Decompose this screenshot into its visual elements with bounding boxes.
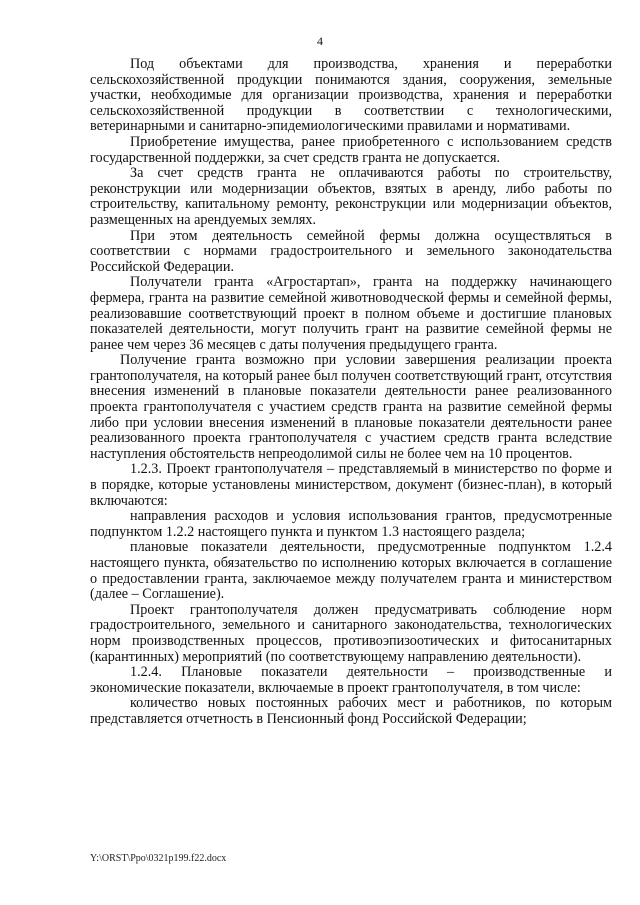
paragraph: направления расходов и условия использования грантов, предусмотренные подпунктом 1.2.2 настоящего пункта и пунктом 1.3 настоящего раздела; xyxy=(90,508,612,540)
paragraph: При этом деятельность семейной фермы должна осуществляться в соответствии с нормами градостроительного и земельного законодательства Российской Федерации. xyxy=(90,227,612,275)
paragraph: 1.2.4. Плановые показатели деятельности – производственные и экономические показатели, включаемые в проект грантополучателя, в том числе: xyxy=(90,664,612,696)
paragraph: Получение гранта возможно при условии завершения реализации проекта грантополучателя, на который ранее был получен соответствующий грант, отсутствия внесения изменений в плановые показатели деятельности ранее реализованного проекта грантополучателя с участием средств гранта на развитие семейной фермы либо при условии внесения изменений в плановые показатели деятельности ранее реализованного проекта грантополучателя с участием средств гранта вследствие наступления обстоятельств непреодолимой силы не более чем на 10 процентов. xyxy=(90,352,612,462)
paragraph: Под объектами для производства, хранения и переработки сельскохозяйственной продукции понимаются здания, сооружения, земельные участки, необходимые для организации производства, хранения и переработки сельскохозяйственной продукции в соответствии с технологическими, ветеринарными и санитарно-эпидемиологическими правилами и нормативами. xyxy=(90,56,612,135)
paragraph: За счет средств гранта не оплачиваются работы по строительству, реконструкции или модернизации объектов, взятых в аренду, либо работы по строительству, капитальному ремонту, реконструкции или модернизации объектов, размещенных на арендуемых землях. xyxy=(90,165,612,228)
paragraph: Получатели гранта «Агростартап», гранта на поддержку начинающего фермера, гранта на развитие семейной животноводческой фермы и семейной фермы, реализовавшие соответствующий проект в полном объеме и достигшие плановых показателей деятельности, могут получить грант на развитие семейной фермы не ранее чем через 36 месяцев с даты получения предыдущего гранта. xyxy=(90,274,612,353)
paragraph: 1.2.3. Проект грантополучателя – представляемый в министерство по форме и в порядке, которые установлены министерством, документ (бизнес-план), в который включаются: xyxy=(90,461,612,509)
paragraph: количество новых постоянных рабочих мест и работников, по которым представляется отчетность в Пенсионный фонд Российской Федерации; xyxy=(90,695,612,727)
footer-file-path: Y:\ORST\Ppo\0321p199.f22.docx xyxy=(90,853,227,864)
paragraph: плановые показатели деятельности, предусмотренные подпунктом 1.2.4 настоящего пункта, обязательство по исполнению которых включается в соглашение о предоставлении гранта, заключаемое между получателем гранта и министерством (далее – Соглашение). xyxy=(90,539,612,603)
paragraph: Проект грантополучателя должен предусматривать соблюдение норм градостроительного, земельного и санитарного законодательства, технологических норм производственных процессов, противоэпизоотических и фитосанитарных (карантинных) мероприятий (по соответствующему направлению деятельности). xyxy=(90,601,612,665)
paragraph: Приобретение имущества, ранее приобретенного с использованием средств государственной поддержки, за счет средств гранта не допускается. xyxy=(90,133,612,166)
page-number: 4 xyxy=(317,34,323,48)
document-body xyxy=(90,57,612,728)
